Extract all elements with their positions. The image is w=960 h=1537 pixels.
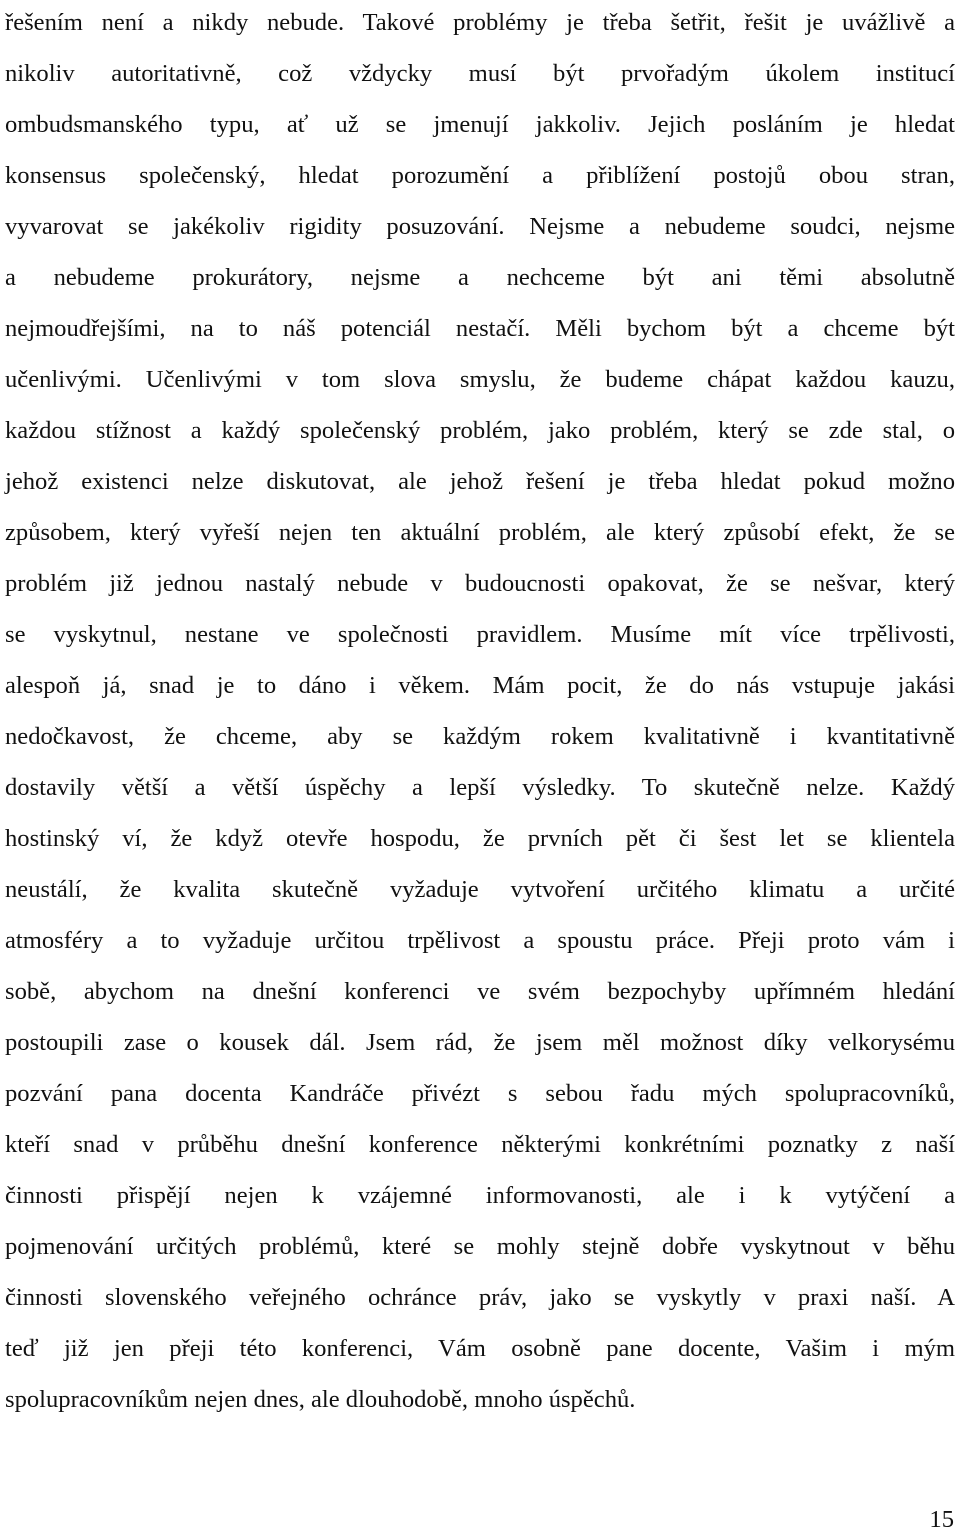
text-line: jehož existenci nelze diskutovat, ale jehož řešení je třeba hledat pokud možno	[5, 468, 955, 495]
text-line: kteří snad v průběhu dnešní konference některými konkrétními poznatky z naší	[5, 1131, 955, 1158]
text-line: řešením není a nikdy nebude. Takové problémy je třeba šetřit, řešit je uvážlivě a	[5, 9, 955, 36]
text-line: vyvarovat se jakékoliv rigidity posuzování. Nejsme a nebudeme soudci, nejsme	[5, 213, 955, 240]
text-line: se vyskytnul, nestane ve společnosti pravidlem. Musíme mít více trpělivosti,	[5, 621, 955, 648]
text-line: a nebudeme prokurátory, nejsme a nechceme být ani těmi absolutně	[5, 264, 955, 291]
text-line: problém již jednou nastalý nebude v budoucnosti opakovat, že se nešvar, který	[5, 570, 955, 597]
text-line: každou stížnost a každý společenský problém, jako problém, který se zde stal, o	[5, 417, 955, 444]
text-line: činnosti přispějí nejen k vzájemné informovanosti, ale i k vytýčení a	[5, 1182, 955, 1209]
text-line: nejmoudřejšími, na to náš potenciál nestačí. Měli bychom být a chceme být	[5, 315, 955, 342]
text-line: spolupracovníkům nejen dnes, ale dlouhodobě, mnoho úspěchů.	[5, 1386, 636, 1413]
text-line: způsobem, který vyřeší nejen ten aktuální problém, ale který způsobí efekt, že se	[5, 519, 955, 546]
page-number: 15	[929, 1506, 954, 1533]
text-line: alespoň já, snad je to dáno i věkem. Mám pocit, že do nás vstupuje jakási	[5, 672, 955, 699]
text-line: pozvání pana docenta Kandráče přivézt s sebou řadu mých spolupracovníků,	[5, 1080, 955, 1107]
text-line: ombudsmanského typu, ať už se jmenují jakkoliv. Jejich posláním je hledat	[5, 111, 955, 138]
text-line: učenlivými. Učenlivými v tom slova smyslu, že budeme chápat každou kauzu,	[5, 366, 955, 393]
text-line: nikoliv autoritativně, což vždycky musí být prvořadým úkolem institucí	[5, 60, 955, 87]
text-line: činnosti slovenského veřejného ochránce práv, jako se vyskytly v praxi naší. A	[5, 1284, 955, 1311]
text-line: postoupili zase o kousek dál. Jsem rád, že jsem měl možnost díky velkorysému	[5, 1029, 955, 1056]
text-line: atmosféry a to vyžaduje určitou trpělivost a spoustu práce. Přeji proto vám i	[5, 927, 955, 954]
text-line: konsensus společenský, hledat porozumění a přiblížení postojů obou stran,	[5, 162, 955, 189]
body-text	[5, 0, 955, 1425]
text-line: dostavily větší a větší úspěchy a lepší výsledky. To skutečně nelze. Každý	[5, 774, 955, 801]
text-line: teď již jen přeji této konferenci, Vám osobně pane docente, Vašim i mým	[5, 1335, 955, 1362]
text-line: pojmenování určitých problémů, které se mohly stejně dobře vyskytnout v běhu	[5, 1233, 955, 1260]
text-line: hostinský ví, že když otevře hospodu, že prvních pět či šest let se klientela	[5, 825, 955, 852]
text-line: sobě, abychom na dnešní konferenci ve svém bezpochyby upřímném hledání	[5, 978, 955, 1005]
text-line: neustálí, že kvalita skutečně vyžaduje vytvoření určitého klimatu a určité	[5, 876, 955, 903]
text-line: nedočkavost, že chceme, aby se každým rokem kvalitativně i kvantitativně	[5, 723, 955, 750]
